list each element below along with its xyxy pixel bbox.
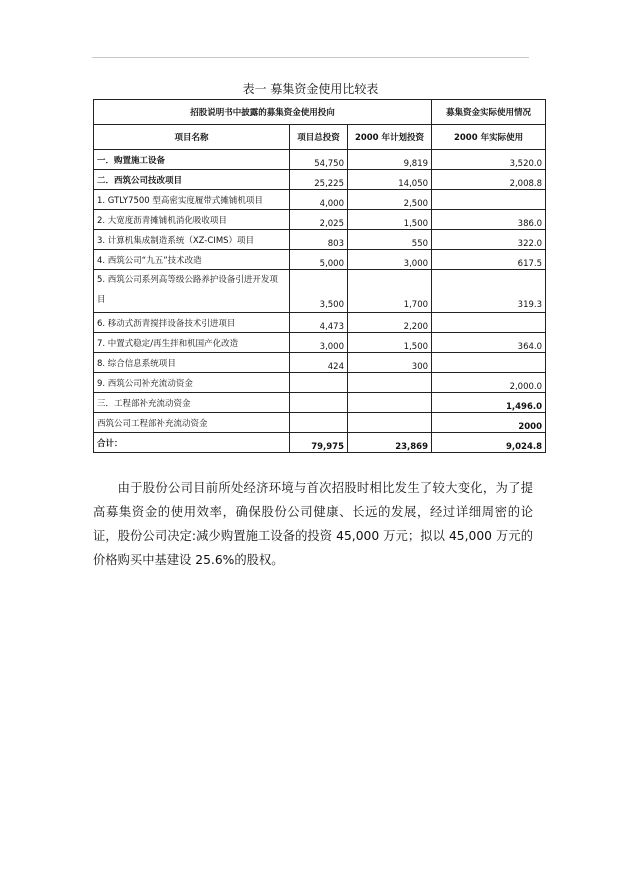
body-paragraph: 由于股份公司目前所处经济环境与首次招股时相比发生了较大变化，为了提高募集资金的使用效率，确保股份公司健康、长远的发展，经过详细周密的论证，股份公司决定:减少购置施工设备的投资 45,000 万元；拟以 45,000 万元的价格购买中基建设 25.6%的股权。 [93,481,533,568]
table-row [94,230,546,250]
row-name: 4. 西筑公司“九五”技术改造 [94,250,290,270]
row-plan: 1,700 [348,270,432,313]
row-plan: 3,000 [348,250,432,270]
row-plan: 550 [348,230,432,250]
row-plan: 300 [348,353,432,373]
row-actual [432,313,546,333]
table-row [94,313,546,333]
row-actual: 617.5 [432,250,546,270]
row-name: 9. 西筑公司补充流动资金 [94,373,290,393]
row-name: 6. 移动式沥青搅拌设备技术引进项目 [94,313,290,333]
table-row [94,150,546,170]
fund-usage-table [93,99,546,453]
col-header-total-investment: 项目总投资 [290,125,348,150]
row-total: 5,000 [290,250,348,270]
col-header-project-name: 项目名称 [94,125,290,150]
col-header-planned-2000: 2000 年计划投资 [348,125,432,150]
table-row [94,333,546,353]
table-row [94,270,546,313]
row-total: 4,000 [290,190,348,210]
row-total: 424 [290,353,348,373]
row-total: 3,000 [290,333,348,353]
table-column-header-row [94,125,546,150]
row-plan: 14,050 [348,170,432,190]
table-row [94,393,546,413]
row-plan: 2,500 [348,190,432,210]
row-name: 3. 计算机集成制造系统（XZ-CIMS）项目 [94,230,290,250]
row-name: 2. 大宽度沥青摊铺机消化吸收项目 [94,210,290,230]
row-plan: 1,500 [348,333,432,353]
row-actual: 319.3 [432,270,546,313]
row-actual: 1,496.0 [432,393,546,413]
row-actual [432,190,546,210]
row-name: 西筑公司工程部补充流动资金 [94,413,290,433]
table-row [94,210,546,230]
row-name: 三．工程部补充流动资金 [94,393,290,413]
table-row [94,190,546,210]
total-investment: 79,975 [290,433,348,453]
row-name: 8. 综合信息系统项目 [94,353,290,373]
row-name: 1. GTLY7500 型高密实度履带式摊铺机项目 [94,190,290,210]
row-total: 54,750 [290,150,348,170]
row-name: 一．购置施工设备 [94,150,290,170]
row-plan [348,393,432,413]
table-group-header-row [94,100,546,125]
row-actual: 386.0 [432,210,546,230]
row-total: 3,500 [290,270,348,313]
table-total-row [94,433,546,453]
row-plan: 2,200 [348,313,432,333]
row-actual: 322.0 [432,230,546,250]
row-plan [348,373,432,393]
table-row [94,353,546,373]
row-actual: 2000 [432,413,546,433]
row-total [290,413,348,433]
row-actual: 2,000.0 [432,373,546,393]
row-total: 25,225 [290,170,348,190]
row-actual [432,353,546,373]
total-actual: 9,024.8 [432,433,546,453]
row-total: 4,473 [290,313,348,333]
row-total: 803 [290,230,348,250]
row-actual: 3,520.0 [432,150,546,170]
row-name: 二．西筑公司技改项目 [94,170,290,190]
row-plan [348,413,432,433]
group-header-actual: 募集资金实际使用情况 [432,100,546,125]
row-plan: 9,819 [348,150,432,170]
table-row [94,250,546,270]
row-actual: 2,008.8 [432,170,546,190]
group-header-disclosed: 招股说明书中披露的募集资金使用投向 [94,100,432,125]
row-name: 7. 中置式稳定/再生拌和机国产化改造 [94,333,290,353]
row-total [290,393,348,413]
table-row [94,413,546,433]
table-row [94,373,546,393]
header-rule [92,57,529,58]
row-total: 2,025 [290,210,348,230]
total-label: 合计： [94,433,290,453]
col-header-actual-2000: 2000 年实际使用 [432,125,546,150]
table-caption: 表一 募集资金使用比较表 [242,82,379,96]
row-name: 5. 西筑公司系列高等级公路养护设备引进开发项目 [94,270,290,313]
row-actual: 364.0 [432,333,546,353]
row-plan: 1,500 [348,210,432,230]
row-total [290,373,348,393]
table-row [94,170,546,190]
total-plan: 23,869 [348,433,432,453]
